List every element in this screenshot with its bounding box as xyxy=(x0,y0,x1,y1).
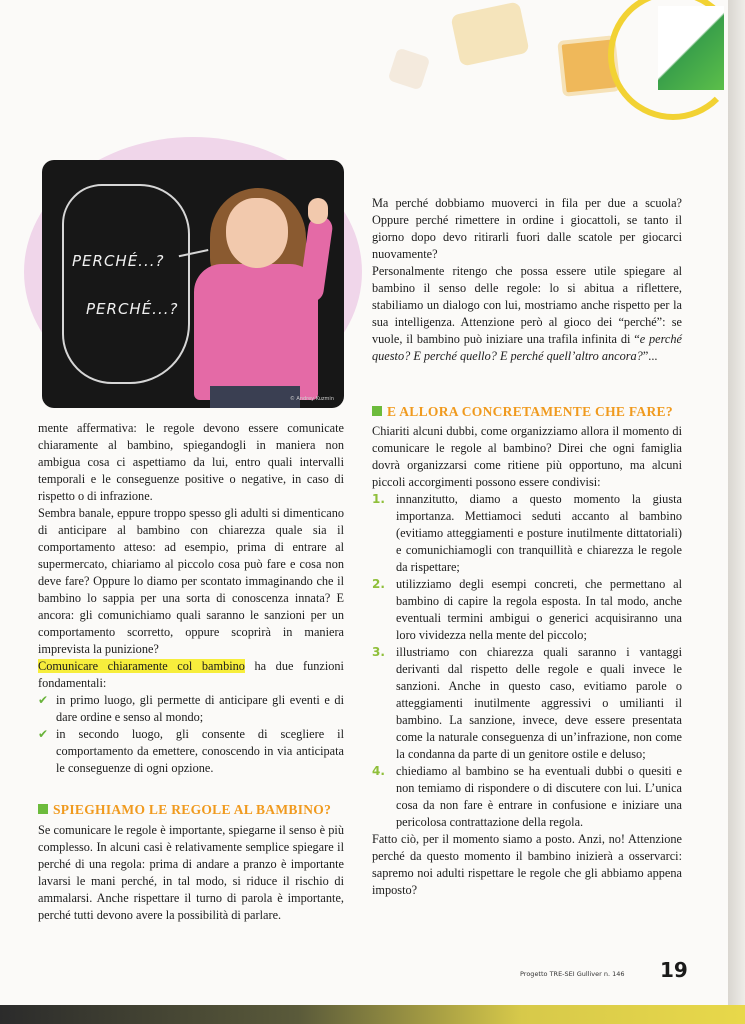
page-edge xyxy=(728,0,745,1005)
page-curl-corner xyxy=(658,6,724,90)
numbered-item xyxy=(372,576,682,644)
paragraph-text: ”... xyxy=(642,349,658,363)
girl-jeans xyxy=(210,386,300,408)
paragraph: Sembra banale, eppure troppo spesso gli adulti si dimenticano di anticipare al bambino con chiarezza quale sia il comportamento atteso: ad esempio, prima di entrare al supermercato, chiariamo al piccolo cosa può fare e cosa non deve fare? Oppure lo diamo per scontato immaginando che il bambino lo sappia per una sorta di conoscenza innata? E ancora: gli comunichiamo quali saranno le sanzioni per un comportamento scorretto, oppure scoprirà in maniera imprevista la punizione? xyxy=(38,506,344,656)
page-number: 19 xyxy=(660,958,688,982)
item-text: utilizziamo degli esempi concreti, che permettano al bambino di capire la regola esposta. In tal modo, anche eventuali termini ambigui o generici acquisiranno una loro vividezza nella mente del piccolo; xyxy=(396,577,682,642)
italic-text: e perché questo? E perché quello? E perché quell’altro ancora? xyxy=(372,332,682,363)
item-number: 2. xyxy=(372,577,385,591)
paragraph: mente affermativa: le regole devono essere comunicate chiaramente al bambino, spiegandogli in maniera non ambigua cosa ci aspettiamo da lui, entro quali intervalli temporali e le conseguenze positive o negative, in caso di rispetto o di infrazione. xyxy=(38,421,344,503)
list-item-text: in primo luogo, gli permette di anticipare gli eventi e di dare ordine e senso al mondo; xyxy=(56,693,344,724)
section-heading xyxy=(38,802,331,818)
item-number: 1. xyxy=(372,492,385,506)
item-number: 4. xyxy=(372,764,385,778)
chalk-text-1: PERCHÉ...? xyxy=(72,252,165,270)
heading-text: SPIEGHIAMO LE REGOLE AL BAMBINO? xyxy=(53,802,332,817)
numbered-item xyxy=(372,644,682,763)
check-icon: ✔ xyxy=(38,693,49,707)
photo-credit: © Andrey Kuzmin xyxy=(289,396,334,402)
paragraph: Se comunicare le regole è importante, spiegarne il senso è più complesso. In alcuni casi è relativamente semplice spiegare il perché di una regola: prima di andare a pranzo è importante lavarsi le mani perché, in tal modo, si riduce il rischio di ammalarsi. Anche rispettare il turno di parola è importante, perché tutti devono avere la possibilità di parlare. xyxy=(38,823,344,922)
item-text: chiediamo al bambino se ha eventuali dubbi o quesiti e non temiamo di rispondere o di discutere con lui. L’unica cosa da non fare è entrare in confusione e iniziare una pericolosa contrattazione della regola. xyxy=(396,764,682,829)
list-item xyxy=(38,692,344,726)
list-item-text: in secondo luogo, gli consente di scegliere il comportamento da emettere, conoscendo in via anticipata le conseguenze di ogni opzione. xyxy=(56,727,344,775)
chalk-speech-bubble xyxy=(62,184,190,384)
publication-footer: Progetto TRE-SEI Gulliver n. 146 xyxy=(520,970,625,978)
girl-pointing-hand xyxy=(308,198,328,224)
numbered-item xyxy=(372,763,682,831)
item-text: innanzitutto, diamo a questo momento la giusta importanza. Mettiamoci seduti accanto al bambino (evitiamo atteggiamenti e posture inutilmente dittatoriali) e comunichiamogli con tranquillità e chiarezza le regole da rispettare; xyxy=(396,492,682,574)
paragraph: Ma perché dobbiamo muoverci in fila per due a scuola? Oppure perché rimettere in ordine i giocattoli, se tanto il giorno dopo devo ritirarli fuori dalle scatole per giocarci nuovamente? xyxy=(372,196,682,261)
section-heading xyxy=(372,404,673,420)
highlighted-text: Comunicare chiaramente col bambino xyxy=(38,659,245,673)
left-column-text xyxy=(38,420,344,777)
paragraph-text: ha due funzioni fondamentali: xyxy=(38,659,344,690)
paragraph: Fatto ciò, per il momento siamo a posto. Anzi, no! Attenzione perché da questo momento il bambino inizierà a osservarci: sapremo noi adulti rispettare le regole che gli abbiamo appena imposto? xyxy=(372,832,682,897)
chalk-text-2: PERCHÉ...? xyxy=(86,300,179,318)
photo-girl-chalkboard xyxy=(42,160,344,408)
paragraph xyxy=(38,658,344,692)
right-column-text xyxy=(372,195,682,365)
paragraph: Chiariti alcuni dubbi, come organizziamo allora il momento di comunicare le regole al bambino? Direi che ogni famiglia dovrà organizzarsi come ritiene più opportuno, ma alcuni piccoli accorgimenti possono essere condivisi: xyxy=(372,424,682,489)
scan-bottom-strip xyxy=(0,1005,745,1024)
girl-face xyxy=(226,198,288,268)
check-icon: ✔ xyxy=(38,727,49,741)
paragraph xyxy=(372,263,682,365)
left-column-section-text xyxy=(38,822,344,924)
paragraph-text: Personalmente ritengo che possa essere utile spiegare al bambino il senso delle regole: lo si abitua a riflettere, stabiliamo un dialogo con lui, mostriamo anche rispetto per la sua intelligenza. Attenzione però al gioco dei “perché”: se vuole, il bambino può iniziare una trafila infinita di “ xyxy=(372,264,682,346)
numbered-item xyxy=(372,491,682,576)
heading-text: E ALLORA CONCRETAMENTE CHE FARE? xyxy=(387,404,673,419)
item-number: 3. xyxy=(372,645,385,659)
right-column-section-text xyxy=(372,423,682,899)
item-text: illustriamo con chiarezza quali saranno i vantaggi derivanti dal rispetto delle regole e quali invece le sanzioni. Anche in questo caso, evitiamo parole o atteggiamenti inutilmente aggressivi o umilianti il bambino. La sanzione, invece, deve essere presentata come la naturale conseguenza di un’infrazione, non come la condanna da parte di un genitore ostile e deluso; xyxy=(396,645,682,761)
green-square-icon xyxy=(38,804,48,814)
green-square-icon xyxy=(372,406,382,416)
list-item xyxy=(38,726,344,777)
